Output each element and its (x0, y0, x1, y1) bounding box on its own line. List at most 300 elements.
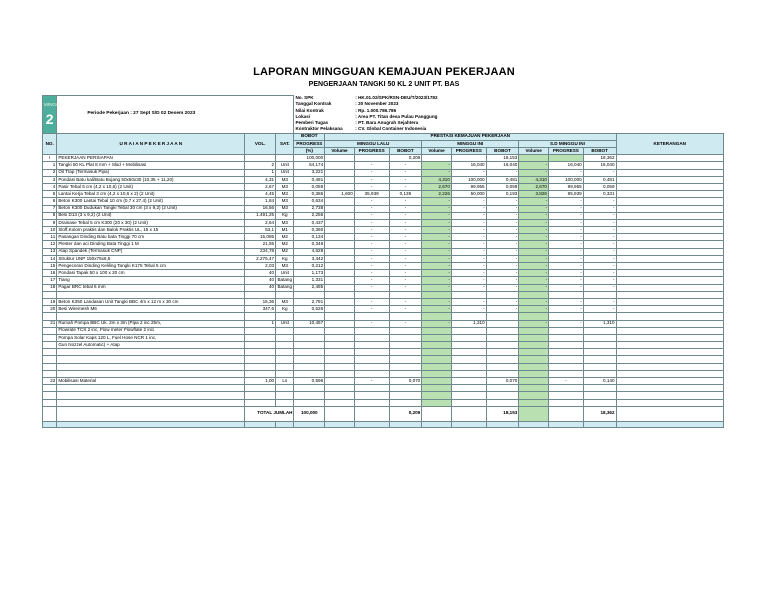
blank (354, 349, 389, 356)
blank (422, 313, 452, 320)
row-no: 16 (43, 270, 57, 277)
row-ini-bobot: 0,070 (486, 378, 519, 385)
blank (451, 342, 486, 349)
table-row (43, 205, 724, 212)
row-ini-progress: - (451, 270, 486, 277)
blank (276, 291, 294, 298)
row-desc: Beton K300 Dudukan Tangki Tebal 30 cm (3 x 9,2) (2 Unit) (57, 205, 245, 212)
blank (354, 399, 389, 406)
row-sd-bobot: - (583, 227, 616, 234)
info-label: Lokasi (294, 114, 354, 120)
row-ini-bobot: 16,040 (486, 162, 519, 169)
row-no: 2 (43, 169, 57, 176)
row-no: 15 (43, 263, 57, 270)
blank-row (43, 399, 724, 406)
row-keterangan (616, 277, 723, 284)
row-sd-progress: - (548, 284, 583, 291)
blank (422, 378, 452, 385)
blank (616, 385, 723, 392)
row-lalu-bobot: - (389, 306, 422, 313)
table-row (43, 234, 724, 241)
blank (389, 385, 422, 392)
row-keterangan (616, 248, 723, 255)
blank (389, 370, 422, 377)
row-lalu-bobot: - (389, 198, 422, 205)
blank (583, 363, 616, 370)
row-lalu-volume (325, 234, 355, 241)
blank (451, 291, 486, 298)
right-blank (616, 96, 723, 134)
col-lalu-volume: Volume (325, 148, 355, 155)
row-keterangan (616, 212, 723, 219)
row-sd-volume: 2,670 (519, 183, 549, 190)
blank (325, 349, 355, 356)
blank (486, 327, 519, 334)
row-desc: Oil Trap (Termasuk Pipa) (57, 169, 245, 176)
row-lalu-volume (325, 162, 355, 169)
row-lalu-bobot: - (389, 183, 422, 190)
table-row (43, 248, 724, 255)
row-vol: 40 (245, 277, 276, 284)
row-desc: Pondasi Tapak 50 x 100 x 20 cm (57, 270, 245, 277)
row-lalu-progress: - (354, 227, 389, 234)
row-desc: Plester dan aci Dinding Bata Tinggi 1 M (57, 241, 245, 248)
row-sat: Unit (276, 270, 294, 277)
row-desc: Pasangan Dinding Batu bata Tinggi 70 cm (57, 234, 245, 241)
row-sat: M3 (276, 263, 294, 270)
row-sd-progress: 85,939 (548, 191, 583, 198)
row-no: 12 (43, 241, 57, 248)
row-no: 5 (43, 191, 57, 198)
blank (276, 356, 294, 363)
row-sd-progress: - (548, 241, 583, 248)
col-no: NO. (43, 133, 57, 155)
row-vol: 1,84 (245, 198, 276, 205)
col-ini-progress: PROGRESS (451, 148, 486, 155)
info-label: Tanggal Kontrak (294, 102, 354, 108)
blank (422, 327, 452, 334)
blank (43, 392, 57, 399)
row-ini-progress: - (451, 198, 486, 205)
blank (245, 392, 276, 399)
row-ini-volume: - (422, 320, 452, 327)
blank (422, 370, 452, 377)
row-ini-volume: - (422, 169, 452, 176)
row-bobot: 1,173 (294, 270, 325, 277)
row-bobot: 2,256 (294, 212, 325, 219)
row-keterangan (616, 270, 723, 277)
row-desc: Pondasi Batu kali/Batu Bujang 50x50x30 (10,35 + 11,20) (57, 176, 245, 183)
row-ini-volume: - (422, 205, 452, 212)
row-no: 14 (43, 255, 57, 262)
blank (43, 399, 57, 406)
row-lalu-progress: - (354, 176, 389, 183)
blank (548, 406, 583, 421)
row-sd-bobot: - (583, 306, 616, 313)
row-ini-volume: - (422, 306, 452, 313)
row-desc: Beton K350 Landasan Unit Tangki BBC 4m x 12 m x 30 cm (57, 298, 245, 305)
blank (519, 385, 549, 392)
blank (43, 356, 57, 363)
row-lalu-bobot: - (389, 205, 422, 212)
blank (325, 421, 355, 427)
blank (519, 334, 549, 341)
row-vol: 53,1 (245, 227, 276, 234)
row-lalu-volume (325, 176, 355, 183)
blank (451, 399, 486, 406)
row-ini-progress: - (451, 298, 486, 305)
row-ini-volume: - (422, 248, 452, 255)
blank (325, 392, 355, 399)
col-sd-bobot: BOBOT (583, 148, 616, 155)
row-lalu-bobot: - (389, 277, 422, 284)
blank (451, 327, 486, 334)
blank (548, 342, 583, 349)
row-ini-progress: 16,040 (451, 162, 486, 169)
row-ini-progress: - (451, 234, 486, 241)
row-ini-progress: - (451, 205, 486, 212)
section-sd-bobot: 18,362 (583, 155, 616, 162)
row-desc: Pagar BRC tebal 6 mm (57, 284, 245, 291)
row-lalu-bobot: - (389, 219, 422, 226)
report-title: LAPORAN MINGGUAN KEMAJUAN PEKERJAAN (253, 66, 515, 78)
row-lalu-bobot: - (389, 212, 422, 219)
row-lalu-volume (325, 284, 355, 291)
blank (548, 421, 583, 427)
col-uraian: U R A I A N P E K E R J A A N (57, 133, 245, 155)
info-value: : PT. Bara Anugrah Sejahtera (355, 120, 419, 126)
row-lalu-progress: - (354, 255, 389, 262)
row-keterangan (616, 263, 723, 270)
blank (57, 313, 245, 320)
row-lalu-progress: - (354, 378, 389, 385)
row-sd-bobot: - (583, 255, 616, 262)
row-lalu-progress: - (354, 169, 389, 176)
blank (422, 363, 452, 370)
table-row (43, 378, 724, 385)
blank (583, 313, 616, 320)
blank (245, 313, 276, 320)
row-bobot: 64,174 (294, 162, 325, 169)
row-lalu-bobot: 0,070 (389, 378, 422, 385)
row-lalu-bobot: - (389, 241, 422, 248)
row-lalu-progress: - (354, 205, 389, 212)
row-sat: M1 (276, 227, 294, 234)
row-lalu-volume (325, 241, 355, 248)
blank (57, 399, 245, 406)
col-sd-volume: Volume (519, 148, 549, 155)
blank (57, 421, 245, 427)
blank (548, 313, 583, 320)
blank (583, 342, 616, 349)
row-bobot: 3,221 (294, 169, 325, 176)
table-row (43, 255, 724, 262)
row-sd-bobot: 16,040 (583, 162, 616, 169)
row-ini-progress: - (451, 284, 486, 291)
row-sd-bobot: 0,140 (583, 378, 616, 385)
blank (245, 356, 276, 363)
blank (616, 349, 723, 356)
blank (43, 334, 57, 341)
row-sd-progress: - (548, 378, 583, 385)
row-desc: Mobilisasi Material (57, 378, 245, 385)
blank (583, 421, 616, 427)
row-sat: Kg (276, 212, 294, 219)
col-lalu-progress: PROGRESS (354, 148, 389, 155)
blank (519, 356, 549, 363)
blank (57, 363, 245, 370)
row-no: 18 (43, 284, 57, 291)
row-no: 19 (43, 298, 57, 305)
row-sd-volume: - (519, 169, 549, 176)
row-lalu-bobot: - (389, 320, 422, 327)
table-row (43, 219, 724, 226)
row-sd-volume: - (519, 248, 549, 255)
row-ini-progress: 100,000 (451, 176, 486, 183)
row-vol: 2,67 (245, 183, 276, 190)
row-desc: Tiang (57, 277, 245, 284)
blank (325, 342, 355, 349)
row-ini-bobot: - (486, 306, 519, 313)
row-sd-bobot: 0,481 (583, 176, 616, 183)
row-sd-progress: - (548, 298, 583, 305)
blank (325, 378, 355, 385)
blank (486, 399, 519, 406)
row-ini-bobot (486, 320, 519, 327)
row-lalu-progress: - (354, 270, 389, 277)
row-sat: Unit (276, 162, 294, 169)
blank (583, 291, 616, 298)
blank (354, 291, 389, 298)
row-desc: Lantai Kerja Tebal 3 cm (4,2 x 10,6 x 2) (2 Unit) (57, 191, 245, 198)
row-desc-cont: Gun Nozzel Automatic) + Atap (57, 342, 245, 349)
blank (325, 291, 355, 298)
row-ini-bobot: - (486, 277, 519, 284)
row-vol: 1 (245, 169, 276, 176)
row-ini-volume: - (422, 298, 452, 305)
row-keterangan (616, 169, 723, 176)
info-value: : HK.01.02/SPK/RSN-DEU/T/2023/1782 (355, 95, 438, 101)
blank (486, 421, 519, 427)
blank (354, 363, 389, 370)
row-no: 3 (43, 176, 57, 183)
row-sd-volume: - (519, 198, 549, 205)
blank (451, 349, 486, 356)
blank (43, 313, 57, 320)
blank (519, 291, 549, 298)
blank-row (43, 291, 724, 298)
blank (583, 370, 616, 377)
info-label: Pemberi Tugas (294, 120, 354, 126)
row-sd-volume: - (519, 162, 549, 169)
row-bobot: 0,360 (294, 227, 325, 234)
row-vol: 234,78 (245, 248, 276, 255)
row-ini-bobot: 0,481 (486, 176, 519, 183)
row-keterangan (616, 191, 723, 198)
blank (486, 313, 519, 320)
row-ini-progress: 99,955 (451, 183, 486, 190)
col-vol: VOL. (245, 133, 276, 155)
blank (294, 363, 325, 370)
row-sd-bobot: 0,331 (583, 191, 616, 198)
row-lalu-bobot: - (389, 162, 422, 169)
end-row (43, 421, 724, 427)
blank (616, 363, 723, 370)
blank (325, 356, 355, 363)
row-sd-progress: - (548, 219, 583, 226)
col-progress: PROGRESS (294, 140, 325, 147)
row-keterangan (616, 198, 723, 205)
blank-row (43, 385, 724, 392)
row-sd-bobot: - (583, 169, 616, 176)
row-bobot: 2,738 (294, 205, 325, 212)
blank-row (43, 313, 724, 320)
blank (519, 399, 549, 406)
row-vol: 15,36 (245, 298, 276, 305)
progress-table (42, 95, 724, 428)
row-sat: Ls (276, 378, 294, 385)
row-lalu-bobot: - (389, 270, 422, 277)
blank-row (43, 392, 724, 399)
row-lalu-volume (325, 183, 355, 190)
period-cell (57, 96, 294, 134)
blank (451, 313, 486, 320)
blank (422, 349, 452, 356)
blank (294, 291, 325, 298)
blank (57, 349, 245, 356)
table-row (43, 191, 724, 198)
row-sat: Unit (276, 169, 294, 176)
blank (294, 392, 325, 399)
row-sd-progress: - (548, 320, 583, 327)
blank (389, 392, 422, 399)
info-label: Kontraktor Pelaksana (294, 126, 354, 133)
col-ini: MINGGU INI (422, 140, 519, 147)
row-ini-progress: - (451, 212, 486, 219)
row-lalu-progress: - (354, 212, 389, 219)
table-row (43, 212, 724, 219)
blank (451, 421, 486, 427)
row-keterangan (616, 219, 723, 226)
row-bobot: 0,134 (294, 234, 325, 241)
row-ini-volume: - (422, 198, 452, 205)
blank (583, 385, 616, 392)
row-ini-bobot: - (486, 255, 519, 262)
row-sd-volume: - (519, 205, 549, 212)
blank (548, 349, 583, 356)
week-number: 2 (45, 110, 54, 127)
row-vol: 1 (245, 320, 276, 327)
row-ini-progress: - (451, 248, 486, 255)
blank-row (43, 363, 724, 370)
blank (616, 356, 723, 363)
blank (276, 399, 294, 406)
row-vol: 40 (245, 284, 276, 291)
blank (486, 370, 519, 377)
row-desc: Besi Wiremesh M6 (57, 306, 245, 313)
col-pct: (%) (294, 148, 325, 155)
row-ini-volume: - (422, 241, 452, 248)
blank (325, 385, 355, 392)
row-ini-progress: - (451, 241, 486, 248)
section-bobot: 100,000 (294, 155, 325, 162)
row-no: 8 (43, 212, 57, 219)
blank (354, 421, 389, 427)
total-ini: 18,153 (486, 406, 519, 421)
row-ini-volume: - (422, 227, 452, 234)
row-ini-progress: - (451, 255, 486, 262)
row-lalu-volume (325, 263, 355, 270)
row-lalu-bobot: - (389, 234, 422, 241)
table-row (43, 277, 724, 284)
row-keterangan (616, 205, 723, 212)
blank (548, 334, 583, 341)
row-desc: Rumah Pompa BBC Uk. 2m x 3m (Pipa 2 inc 25m, (57, 320, 245, 327)
blank-row (43, 349, 724, 356)
row-bobot: 1,331 (294, 277, 325, 284)
row-ini-bobot: - (486, 298, 519, 305)
row-lalu-volume (325, 169, 355, 176)
blank (616, 334, 723, 341)
blank (422, 399, 452, 406)
row-ini-bobot: 0,059 (486, 183, 519, 190)
row-vol: 40 (245, 270, 276, 277)
col-sd-progress: PROGRESS (548, 148, 583, 155)
table-row (43, 284, 724, 291)
blank (354, 385, 389, 392)
row-sd-progress: 100,000 (548, 176, 583, 183)
table-row (43, 176, 724, 183)
row-ini-volume: 2,670 (422, 183, 452, 190)
row-ini-volume: - (422, 263, 452, 270)
blank (486, 356, 519, 363)
blank (548, 327, 583, 334)
row-bobot: 3,442 (294, 255, 325, 262)
week-label: MINGGU (44, 102, 63, 108)
row-sd-bobot: - (583, 241, 616, 248)
row-lalu-progress: - (354, 277, 389, 284)
blank (43, 327, 57, 334)
blank (519, 363, 549, 370)
row-ini-bobot: - (486, 263, 519, 270)
blank (43, 421, 57, 427)
row-vol: 2,64 (245, 219, 276, 226)
row-sat: M3 (276, 198, 294, 205)
blank (57, 370, 245, 377)
blank (294, 342, 325, 349)
blank (43, 406, 57, 421)
row-sd-volume: - (519, 306, 549, 313)
blank (422, 291, 452, 298)
blank (451, 406, 486, 421)
row-keterangan (616, 241, 723, 248)
row-ini-bobot: - (486, 205, 519, 212)
row-lalu-progress: - (354, 320, 389, 327)
row-lalu-volume (325, 277, 355, 284)
table-row (43, 320, 724, 327)
row-sd-progress: - (548, 277, 583, 284)
row-desc-cont: Flowrate TCS 2 inc, Flow meter Flowflate 2 inci (57, 327, 245, 334)
row-vol: 4,31 (245, 176, 276, 183)
row-vol: 4,45 (245, 191, 276, 198)
row-ini-volume: - (422, 284, 452, 291)
blank (548, 291, 583, 298)
table-row (43, 334, 724, 341)
week-block (43, 96, 63, 134)
blank (389, 356, 422, 363)
blank (245, 155, 276, 162)
row-sd-bobot: - (583, 298, 616, 305)
